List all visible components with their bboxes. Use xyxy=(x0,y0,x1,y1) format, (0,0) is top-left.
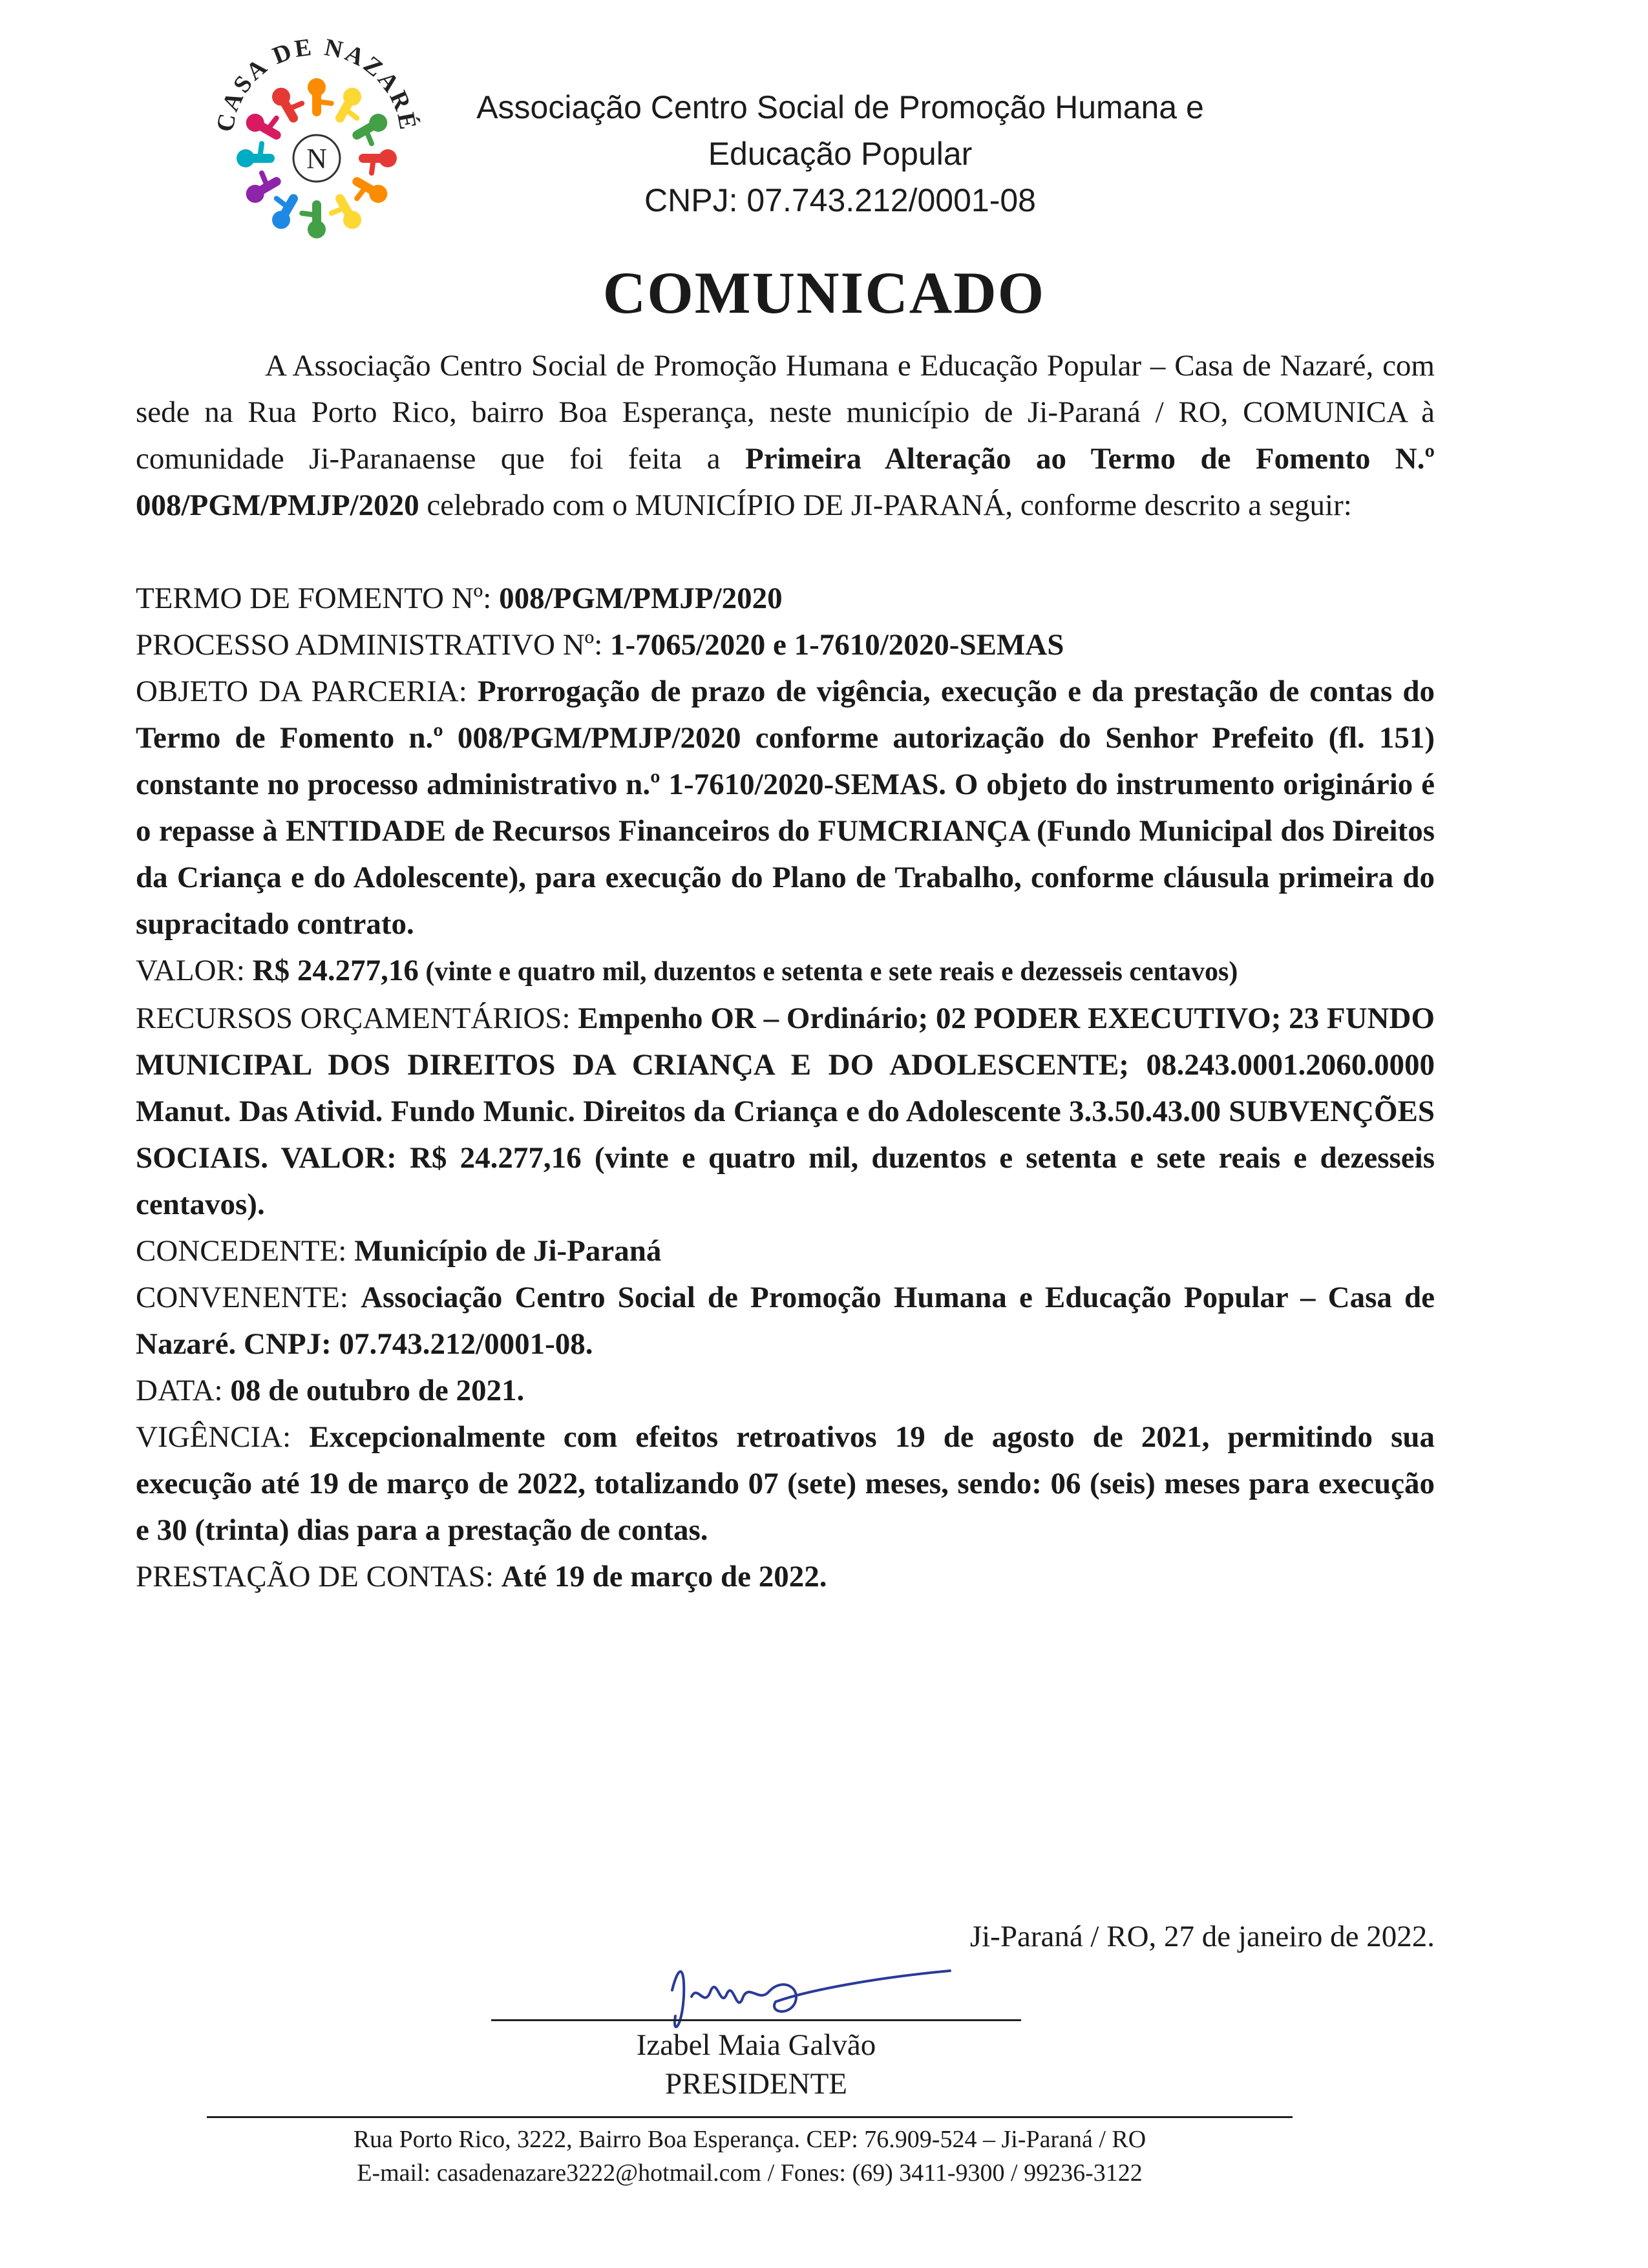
logo-person-arm xyxy=(268,118,277,130)
organization-header xyxy=(452,84,1228,224)
signer-name: Izabel Maia Galvão xyxy=(636,2028,876,2062)
field-vigencia xyxy=(136,1414,1435,1553)
field-label: VALOR: xyxy=(136,954,253,987)
footer-address: Rua Porto Rico, 3222, Bairro Boa Esperança. CEP: 76.909-524 – Ji-Paraná / RO xyxy=(353,2126,1146,2153)
intro-text-1: A Associação Centro Social de Promoção Humana e Educação Popular – Casa de Nazaré, com sede na Rua Porto Rico, bairro Boa Esperança, neste município de Ji-Paraná / RO, COMUNICA à comunidade Ji-Paranaense que foi feita a xyxy=(136,349,1435,476)
field-label: VIGÊNCIA: xyxy=(136,1420,310,1454)
signature-line xyxy=(491,2019,1021,2021)
field-label: CONVENENTE: xyxy=(136,1281,361,1314)
field-objeto xyxy=(136,668,1435,947)
footer xyxy=(207,2123,1293,2190)
field-label: TERMO DE FOMENTO Nº: xyxy=(136,582,500,615)
field-termo xyxy=(136,575,1435,622)
field-value: 08 de outubro de 2021. xyxy=(230,1374,525,1407)
field-value: Empenho OR – Ordinário; 02 PODER EXECUTIVO; 23 FUNDO MUNICIPAL DOS DIREITOS DA CRIANÇA E DO ADOLESCENTE; 08.243.0001.2060.0000 Manut. Das Ativid. Fundo Munic. Direitos da Criança e do Adolescente 3.3.50.43.00 SUBVENÇÕES SOCIAIS. VALOR: R$ 24.277,16 (vinte e quatro mil, duzentos e setenta e sete reais e dezesseis centavos). xyxy=(136,1002,1435,1221)
field-value: 1-7065/2020 e 1-7610/2020-SEMAS xyxy=(610,628,1064,662)
logo-letter: N xyxy=(306,143,327,174)
fields-list xyxy=(136,575,1435,1600)
signer-role: PRESIDENTE xyxy=(665,2067,847,2101)
field-label: CONCEDENTE: xyxy=(136,1234,355,1268)
intro-text-2: celebrado com o MUNICÍPIO DE JI-PARANÁ, conforme descrito a seguir: xyxy=(419,488,1352,522)
field-label: PROCESSO ADMINISTRATIVO Nº: xyxy=(136,628,611,662)
field-value-extra: (vinte e quatro mil, duzentos e setenta e sete reais e dezesseis centavos) xyxy=(418,957,1238,987)
field-valor xyxy=(136,947,1435,995)
footer-contact: E-mail: casadenazare3222@hotmail.com / Fones: (69) 3411-9300 / 99236-3122 xyxy=(357,2159,1143,2187)
org-name-line1: Associação Centro Social de Promoção Humana e xyxy=(476,89,1204,125)
logo-person-arm xyxy=(357,187,366,198)
field-value: Até 19 de março de 2022. xyxy=(501,1560,827,1593)
logo-person-arm xyxy=(277,198,288,207)
field-value: 008/PGM/PMJP/2020 xyxy=(499,582,783,615)
casa-de-nazare-logo xyxy=(200,26,433,246)
place-date: Ji-Paraná / RO, 27 de janeiro de 2022. xyxy=(969,1920,1435,1953)
logo-person-arm xyxy=(260,143,262,158)
logo-person-arm xyxy=(372,158,374,173)
field-label: DATA: xyxy=(136,1374,231,1407)
field-recursos xyxy=(136,995,1435,1228)
field-value: R$ 24.277,16 xyxy=(252,954,419,987)
logo-person-arm xyxy=(317,101,332,103)
field-processo xyxy=(136,622,1435,668)
svg-text:CASA DE NAZARÉ: CASA DE NAZARÉ xyxy=(211,33,422,134)
footer-divider xyxy=(207,2116,1293,2118)
signer-block xyxy=(491,2026,1021,2103)
field-value: Associação Centro Social de Promoção Humana e Educação Popular – Casa de Nazaré. CNPJ: 07.743.212/0001-08. xyxy=(136,1281,1435,1361)
org-name-line2: Educação Popular xyxy=(708,136,973,172)
intro-paragraph xyxy=(136,342,1435,529)
field-convenente xyxy=(136,1274,1435,1367)
field-label: RECURSOS ORÇAMENTÁRIOS: xyxy=(136,1002,578,1035)
field-data xyxy=(136,1367,1435,1414)
field-value: Prorrogação de prazo de vigência, execução e da prestação de contas do Termo de Fomento n.º 008/PGM/PMJP/2020 conforme autorização do Senhor Prefeito (fl. 151) constante no processo administrativo n.º 1-7610/2020-SEMAS. O objeto do instrumento originário é o repasse à ENTIDADE de Recursos Financeiros do FUMCRIANÇA (Fundo Municipal dos Direitos da Criança e do Adolescente), para execução do Plano de Trabalho, conforme cláusula primeira do supracitado contrato. xyxy=(136,675,1435,941)
field-label: OBJETO DA PARCERIA: xyxy=(136,675,478,708)
page-title: COMUNICADO xyxy=(602,260,1046,326)
field-value: Município de Ji-Paraná xyxy=(354,1234,662,1268)
intro-bold: Primeira Alteração ao Termo de Fomento N.º 008/PGM/PMJP/2020 xyxy=(136,442,1435,522)
field-value: Excepcionalmente com efeitos retroativos 19 de agosto de 2021, permitindo sua execução até 19 de março de 2022, totalizando 07 (sete) meses, sendo: 06 (seis) meses para execução e 30 (trinta) dias para a prestação de contas. xyxy=(136,1420,1435,1547)
logo-person-arm xyxy=(302,213,317,215)
field-label: PRESTAÇÃO DE CONTAS: xyxy=(136,1560,502,1593)
org-cnpj: CNPJ: 07.743.212/0001-08 xyxy=(644,182,1036,218)
field-concedente xyxy=(136,1228,1435,1274)
logo-person-arm xyxy=(345,109,357,118)
field-prestacao xyxy=(136,1553,1435,1600)
document-body xyxy=(136,342,1435,1600)
